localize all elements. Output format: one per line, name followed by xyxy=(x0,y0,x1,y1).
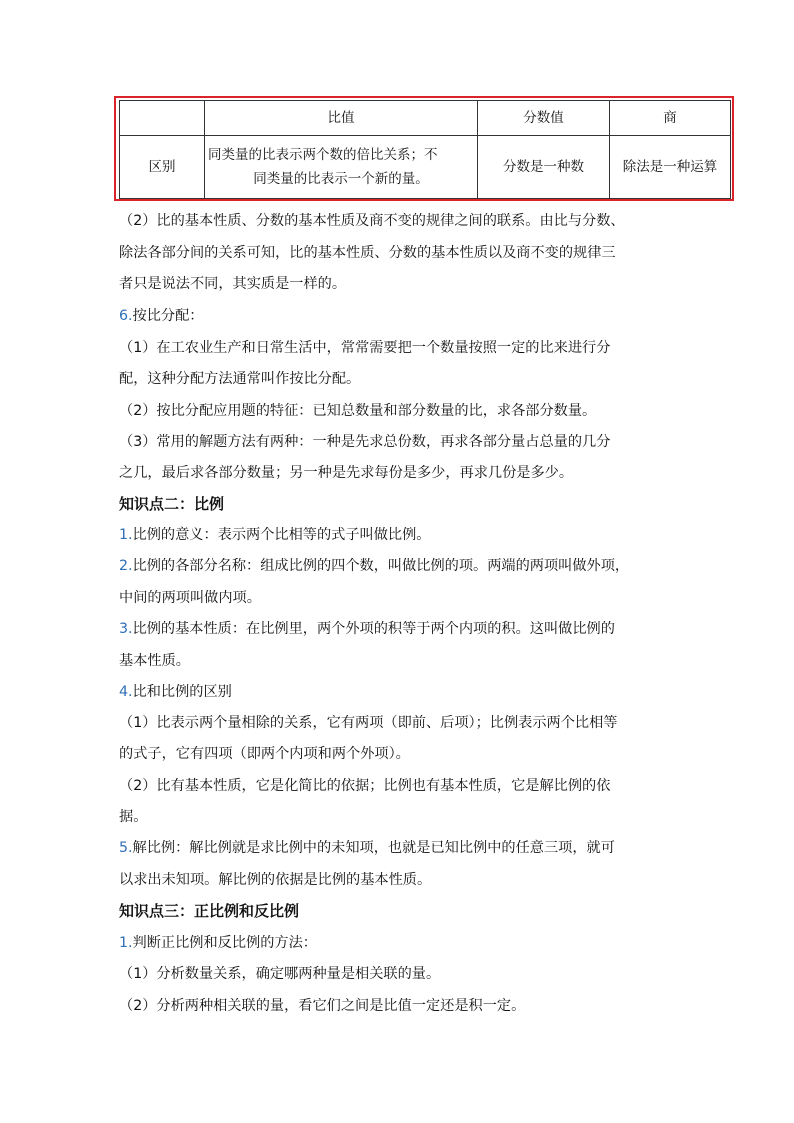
line-text: 判断正比例和反比例的方法： xyxy=(132,935,317,951)
text-line xyxy=(119,712,618,732)
table-header-cell xyxy=(120,101,205,136)
text-line xyxy=(119,555,629,575)
table-header-cell: 比值 xyxy=(205,101,478,136)
line-text: 之几，最后求各部分数量；另一种是先求每份是多少，再求几份是多少。 xyxy=(119,465,574,481)
line-text: 解比例：解比例就是求比例中的未知项，也就是已知比例中的任意三项，就可 xyxy=(132,840,615,856)
line-text: （2）比有基本性质，它是化简比的依据；比例也有基本性质，它是解比例的依 xyxy=(119,778,611,794)
text-line xyxy=(119,210,625,230)
line-text: 据。 xyxy=(119,809,148,825)
line-text: （2）按比分配应用题的特征：已知总数量和部分数量的比，求各部分数量。 xyxy=(119,403,597,419)
ratio-desc-line: 同类量的比表示两个数的倍比关系；不 xyxy=(208,147,438,163)
line-text: 知识点三：正比例和反比例 xyxy=(119,902,300,920)
text-line xyxy=(119,650,190,670)
text-line xyxy=(119,963,440,983)
table-row xyxy=(120,136,731,199)
text-line xyxy=(119,337,610,357)
text-line xyxy=(119,587,261,607)
text-line xyxy=(119,273,346,293)
quotient-desc-cell: 除法是一种运算 xyxy=(610,136,731,199)
text-line xyxy=(119,932,317,952)
text-line xyxy=(119,524,431,544)
item-number: 4. xyxy=(119,684,133,700)
line-text: （2）分析两种相关联的量，看它们之间是比值一定还是积一定。 xyxy=(119,998,526,1014)
line-text: 中间的两项叫做内项。 xyxy=(119,590,261,606)
item-number: 5. xyxy=(119,840,133,856)
line-text: 配，这种分配方法通常叫作按比分配。 xyxy=(119,371,361,387)
ratio-desc-line: 同类量的比表示一个新的量。 xyxy=(253,171,429,187)
row-label-cell: 区别 xyxy=(120,136,205,199)
section-heading xyxy=(119,493,224,514)
text-line xyxy=(119,618,615,638)
line-text: （1）分析数量关系，确定哪两种量是相关联的量。 xyxy=(119,966,441,982)
text-line xyxy=(119,806,147,826)
text-line xyxy=(119,995,525,1015)
line-text: （1）比表示两个量相除的关系，它有两项（即前、后项）；比例表示两个比相等 xyxy=(119,715,618,731)
text-line xyxy=(119,743,410,763)
text-line xyxy=(119,305,204,325)
text-line xyxy=(119,681,232,701)
item-number: 3. xyxy=(119,621,133,637)
line-text: （2）比的基本性质、分数的基本性质及商不变的规律之间的联系。由比与分数、 xyxy=(119,213,625,229)
line-text: （1）在工农业生产和日常生活中，常常需要把一个数量按照一定的比来进行分 xyxy=(119,340,611,356)
ratio-desc-cell xyxy=(205,136,478,199)
section-heading xyxy=(119,900,299,921)
line-text: 者只是说法不同，其实质是一样的。 xyxy=(119,276,347,292)
comparison-table xyxy=(119,100,731,199)
line-text: 以求出未知项。解比例的依据是比例的基本性质。 xyxy=(119,872,432,888)
line-text: 比例的基本性质：在比例里，两个外项的积等于两个内项的积。这叫做比例的 xyxy=(132,621,615,637)
table-header-cell: 分数值 xyxy=(478,101,610,136)
line-text: 的式子，它有四项（即两个内项和两个外项）。 xyxy=(119,746,410,762)
text-line xyxy=(119,462,573,482)
text-line xyxy=(119,431,610,451)
table-header-row xyxy=(120,101,731,136)
item-number: 1. xyxy=(119,527,133,543)
table-header-cell: 商 xyxy=(610,101,731,136)
line-text: 除法各部分间的关系可知，比的基本性质、分数的基本性质以及商不变的规律三 xyxy=(119,245,616,261)
text-line xyxy=(119,242,616,262)
text-line xyxy=(119,775,610,795)
line-text: 比例的意义：表示两个比相等的式子叫做比例。 xyxy=(132,527,431,543)
comparison-table-frame xyxy=(114,96,734,201)
item-number: 1. xyxy=(119,935,133,951)
line-text: 比例的各部分名称：组成比例的四个数，叫做比例的项。两端的两项叫做外项， xyxy=(132,558,630,574)
item-number: 2. xyxy=(119,558,133,574)
text-line xyxy=(119,837,615,857)
text-line xyxy=(119,869,431,889)
item-number: 6. xyxy=(119,308,133,324)
text-line xyxy=(119,368,360,388)
text-line xyxy=(119,400,596,420)
line-text: 比和比例的区别 xyxy=(132,684,232,700)
line-text: 基本性质。 xyxy=(119,653,190,669)
line-text: 按比分配： xyxy=(132,308,204,324)
line-text: 知识点二：比例 xyxy=(119,495,225,513)
fraction-desc-cell: 分数是一种数 xyxy=(478,136,610,199)
line-text: （3）常用的解题方法有两种：一种是先求总份数，再求各部分量占总量的几分 xyxy=(119,434,611,450)
